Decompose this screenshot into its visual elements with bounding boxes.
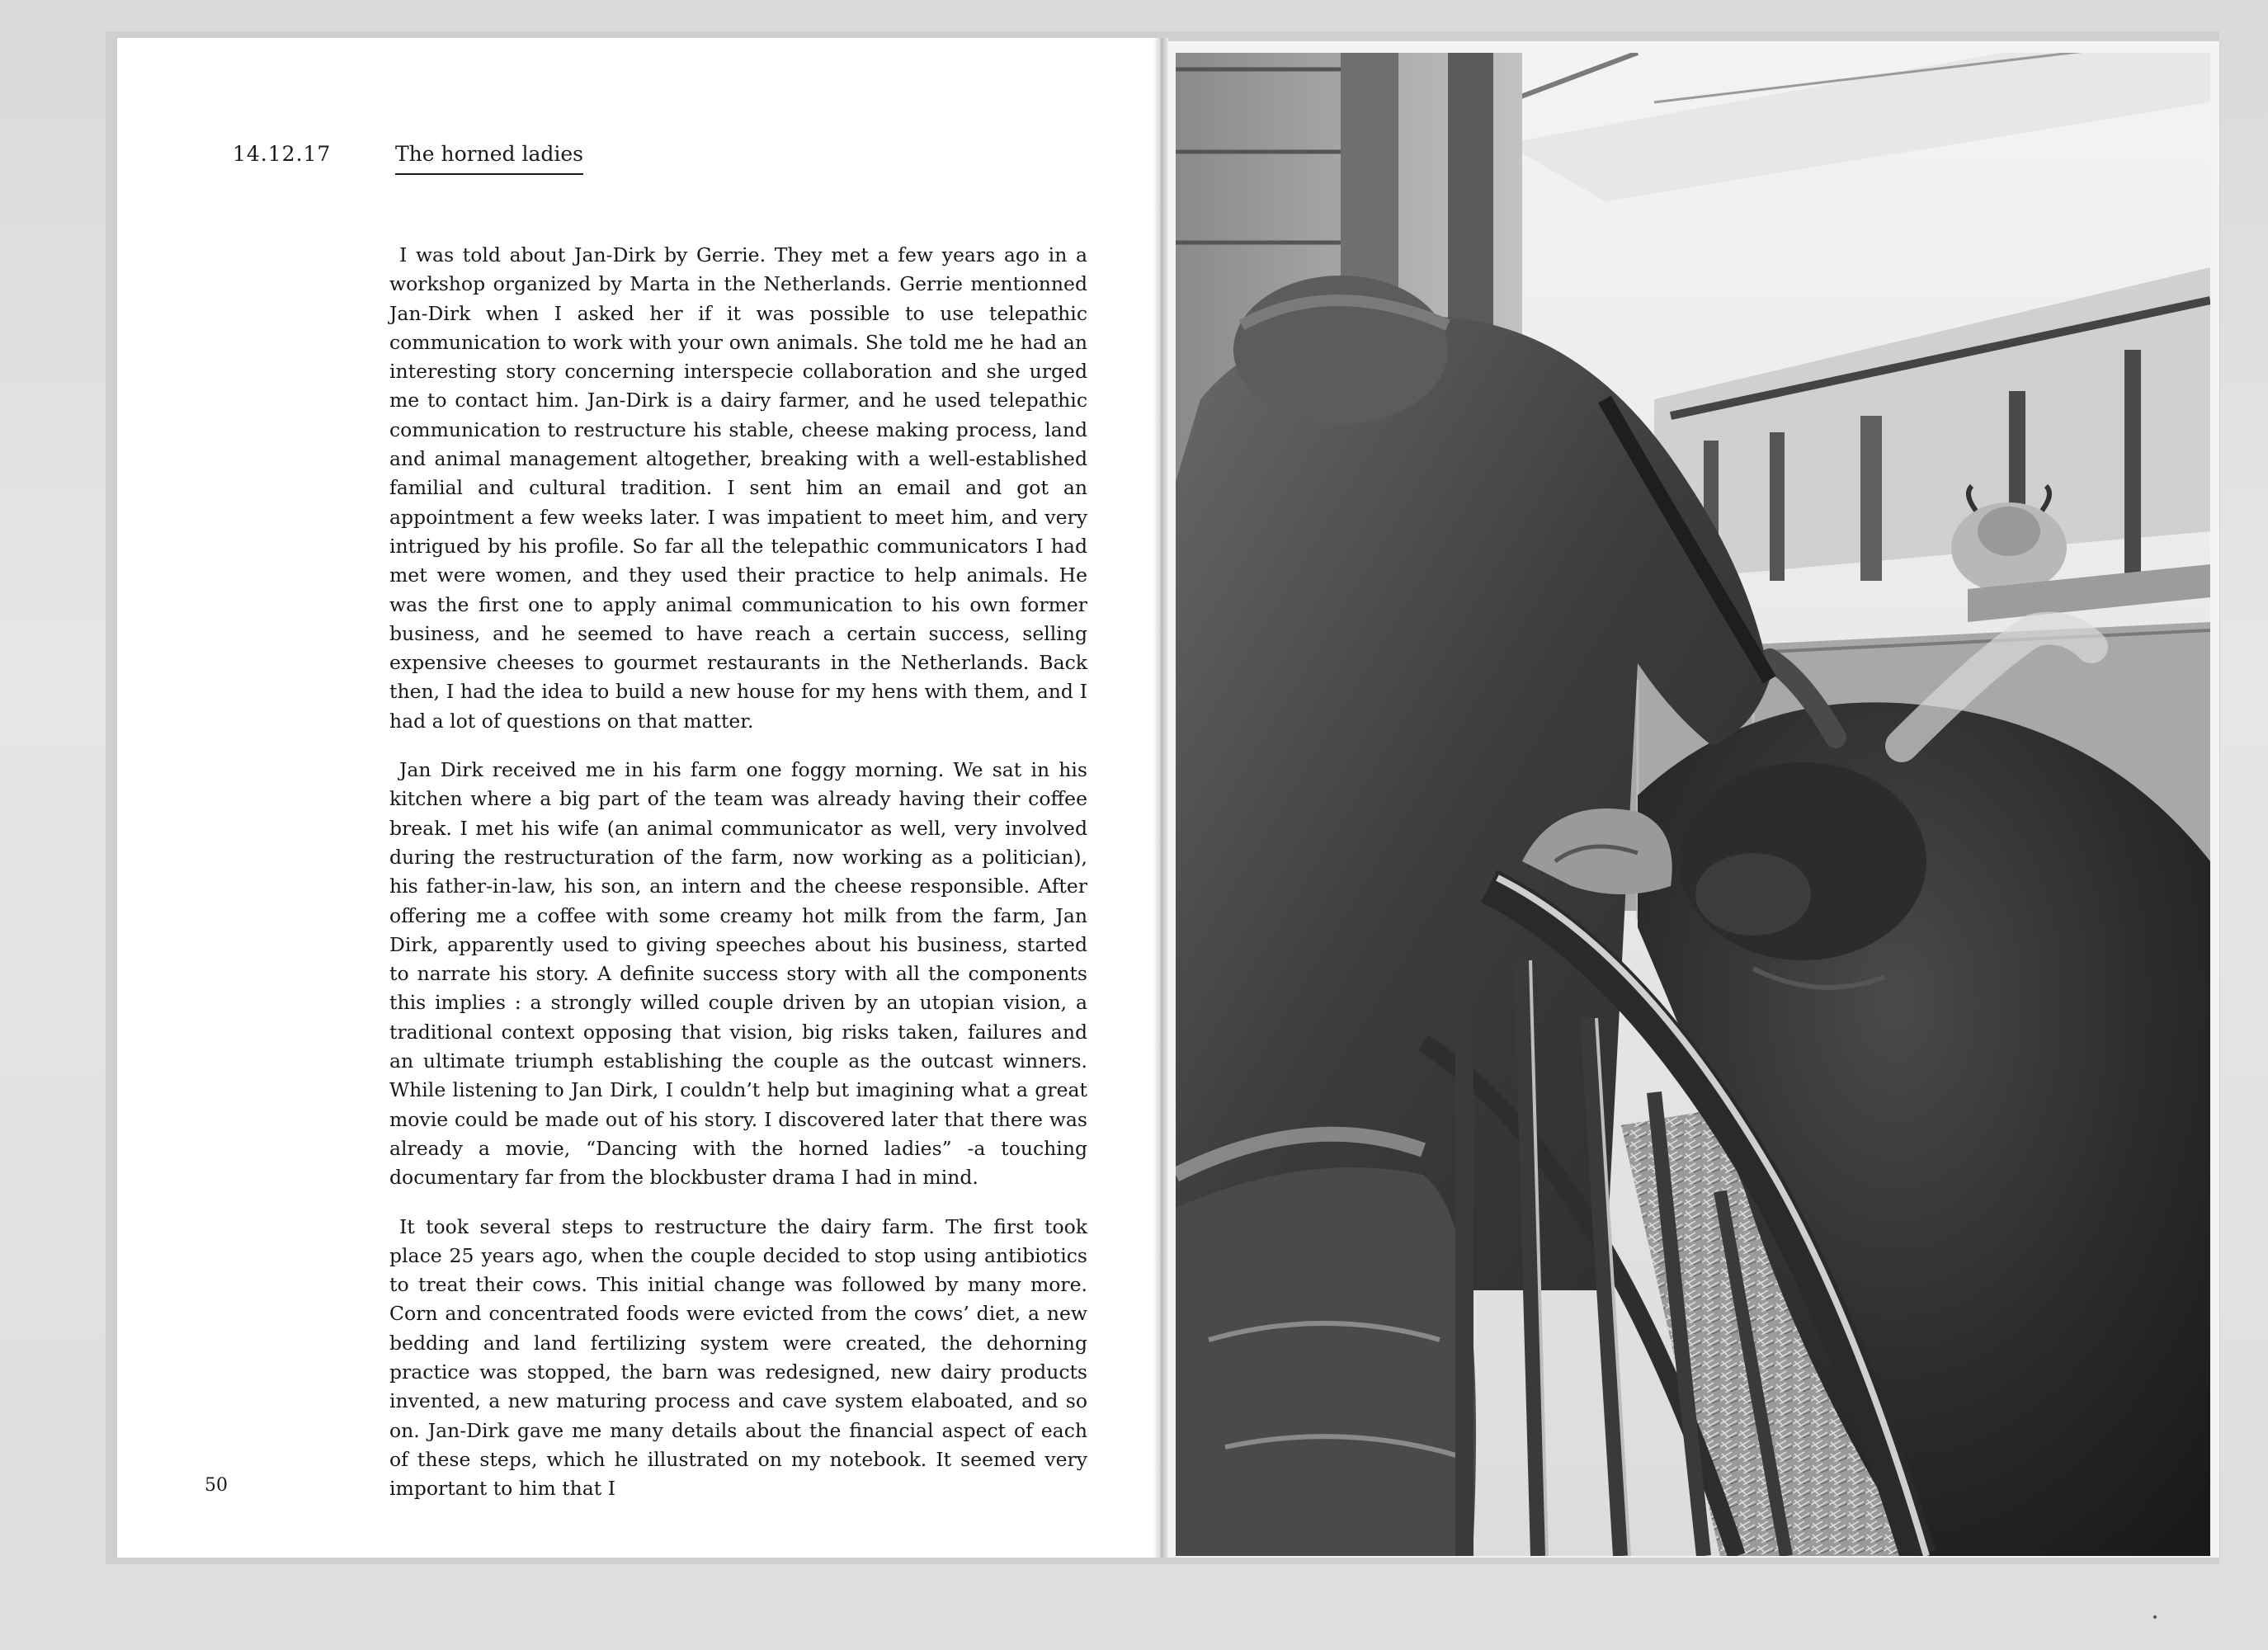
- body-text: [389, 241, 1087, 1523]
- farmer-petting-horned-cow-photo: [1176, 53, 2210, 1556]
- paragraph-1: I was told about Jan-Dirk by Gerrie. They met a few years ago in a workshop organized by Marta in the Netherlands. Gerrie mentionned Jan-Dirk when I asked her if it was possible to use telepathic communication to work with your own animals. She told me he had an interesting story concerning interspecie collaboration and she urged me to contact him. Jan-Dirk is a dairy farmer, and he used telepathic communication to restructure his stable, cheese making process, land and animal management altogether, breaking with a well-established familial and cultural tradition. I sent him an email and got an appointment a few weeks later. I was impatient to meet him, and very intrigued by his profile. So far all the telepathic communicators I had met were women, and they used their practice to help animals. He was the first one to apply animal communication to his own former business, and he seemed to have reach a certain success, selling expensive cheeses to gourmet restaurants in the Netherlands. Back then, I had the idea to build a new house for my hens with them, and I had a lot of questions on that matter.: [389, 243, 1087, 733]
- paragraph-2: Jan Dirk received me in his farm one foggy morning. We sat in his kitchen where a big part of the team was already having their coffee break. I met his wife (an animal communicator as well, very involved during the restructuration of the farm, now working as a politician), his father-in-law, his son, an intern and the cheese responsible. After offering me a coffee with some creamy hot milk from the farm, Jan Dirk, apparently used to giving speeches about his business, started to narrate his story. A definite success story with all the components this implies : a strongly willed couple driven by an utopian vision, a traditional context opposing that vision, big risks taken, failures and an ultimate triumph establishing the couple as the outcast winners. While listening to Jan Dirk, I couldn’t help but imagining what a great movie could be made out of his story. I discovered later that there was already a movie, “Dancing with the horned ladies” -a touching documentary far from the blockbuster drama I had in mind.: [389, 758, 1087, 1190]
- chapter-title: The horned ladies: [395, 142, 583, 175]
- scan-speck: [2153, 1615, 2157, 1619]
- entry-date: 14.12.17: [233, 142, 332, 166]
- book-gutter: [1153, 38, 1168, 1558]
- paragraph-3: It took several steps to restructure the dairy farm. The first took place 25 years ago, when the couple decided to stop using antibiotics to treat their cows. This initial change was followed by many more. Corn and concentrated foods were evicted from the cows’ diet, a new bedding and land fertilizing system were created, the dehorning practice was stopped, the barn was redesigned, new dairy products invented, a new maturing process and cave system elaboated, and so on. Jan-Dirk gave me many details about the financial aspect of each of these steps, which he illustrated on my notebook. It seemed very important to him that I: [389, 1214, 1087, 1501]
- page-number: 50: [205, 1475, 228, 1496]
- photo-illustration: [1176, 53, 2210, 1556]
